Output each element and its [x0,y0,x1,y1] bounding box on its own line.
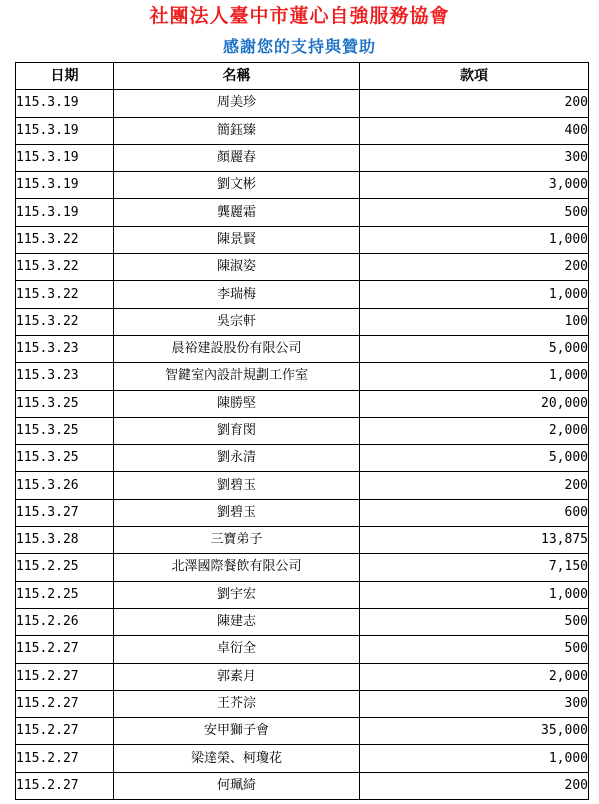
name-cell: 陳勝堅 [114,390,360,417]
date-cell: 115.2.27 [16,772,114,799]
amount-cell: 2,000 [360,417,589,444]
amount-cell: 600 [360,499,589,526]
table-row [16,445,589,472]
name-cell: 晨裕建設股份有限公司 [114,335,360,362]
name-cell: 劉文彬 [114,172,360,199]
name-cell: 劉碧玉 [114,499,360,526]
amount-cell: 400 [360,117,589,144]
date-cell: 115.3.19 [16,117,114,144]
table-header [16,63,589,90]
amount-cell: 300 [360,144,589,171]
date-cell: 115.2.27 [16,718,114,745]
donation-table [15,62,589,800]
date-cell: 115.2.27 [16,636,114,663]
table-row [16,199,589,226]
date-cell: 115.3.19 [16,90,114,117]
table-row [16,117,589,144]
amount-cell: 13,875 [360,527,589,554]
page-subtitle: 感謝您的支持與贊助 [222,37,376,56]
table-row [16,417,589,444]
table-row [16,690,589,717]
amount-cell: 500 [360,636,589,663]
date-cell: 115.3.26 [16,472,114,499]
table-row [16,527,589,554]
table-body [16,90,589,800]
table-row [16,363,589,390]
table-row [16,663,589,690]
date-cell: 115.3.25 [16,390,114,417]
page-title: 社團法人臺中市蓮心自強服務協會 [149,5,450,27]
name-cell: 三寶弟子 [114,527,360,554]
name-cell: 郭素月 [114,663,360,690]
amount-cell: 200 [360,472,589,499]
amount-cell: 3,000 [360,172,589,199]
table-row [16,745,589,772]
date-cell: 115.3.23 [16,335,114,362]
table-row [16,772,589,799]
amount-cell: 200 [360,90,589,117]
table-row [16,636,589,663]
column-header-date: 日期 [16,63,114,90]
name-cell: 陳建志 [114,608,360,635]
amount-cell: 20,000 [360,390,589,417]
table-row [16,144,589,171]
table-row [16,499,589,526]
table-row [16,281,589,308]
name-cell: 北澤國際餐飲有限公司 [114,554,360,581]
table-row [16,308,589,335]
name-cell: 李瑞梅 [114,281,360,308]
column-header-name: 名稱 [114,63,360,90]
date-cell: 115.2.27 [16,663,114,690]
name-cell: 顏麗春 [114,144,360,171]
amount-cell: 5,000 [360,445,589,472]
amount-cell: 7,150 [360,554,589,581]
name-cell: 卓衍全 [114,636,360,663]
amount-cell: 300 [360,690,589,717]
name-cell: 劉宇宏 [114,581,360,608]
name-cell: 梁達榮、柯瓊花 [114,745,360,772]
amount-cell: 200 [360,254,589,281]
date-cell: 115.3.19 [16,144,114,171]
amount-cell: 1,000 [360,581,589,608]
amount-cell: 1,000 [360,281,589,308]
name-cell: 簡鈺臻 [114,117,360,144]
amount-cell: 500 [360,199,589,226]
date-cell: 115.2.25 [16,554,114,581]
date-cell: 115.3.28 [16,527,114,554]
date-cell: 115.3.22 [16,281,114,308]
table-row [16,90,589,117]
date-cell: 115.3.19 [16,172,114,199]
table-row [16,581,589,608]
date-cell: 115.2.26 [16,608,114,635]
table-row [16,226,589,253]
table-row [16,335,589,362]
name-cell: 周美珍 [114,90,360,117]
header-row [16,63,589,90]
name-cell: 劉育閔 [114,417,360,444]
date-cell: 115.3.19 [16,199,114,226]
amount-cell: 1,000 [360,745,589,772]
table-row [16,172,589,199]
amount-cell: 35,000 [360,718,589,745]
amount-cell: 2,000 [360,663,589,690]
name-cell: 安甲獅子會 [114,718,360,745]
date-cell: 115.2.27 [16,690,114,717]
name-cell: 劉永清 [114,445,360,472]
date-cell: 115.3.25 [16,445,114,472]
name-cell: 何珮綺 [114,772,360,799]
table-row [16,554,589,581]
amount-cell: 200 [360,772,589,799]
name-cell: 陳淑姿 [114,254,360,281]
date-cell: 115.3.22 [16,226,114,253]
table-row [16,472,589,499]
name-cell: 劉碧玉 [114,472,360,499]
date-cell: 115.2.25 [16,581,114,608]
table-row [16,390,589,417]
amount-cell: 5,000 [360,335,589,362]
amount-cell: 500 [360,608,589,635]
table-row [16,608,589,635]
date-cell: 115.3.23 [16,363,114,390]
name-cell: 陳景賢 [114,226,360,253]
date-cell: 115.2.27 [16,745,114,772]
date-cell: 115.3.22 [16,308,114,335]
column-header-amount: 款項 [360,63,589,90]
name-cell: 智鍵室內設計規劃工作室 [114,363,360,390]
table-row [16,254,589,281]
date-cell: 115.3.22 [16,254,114,281]
amount-cell: 1,000 [360,226,589,253]
name-cell: 吳宗軒 [114,308,360,335]
amount-cell: 1,000 [360,363,589,390]
date-cell: 115.3.27 [16,499,114,526]
table-row [16,718,589,745]
amount-cell: 100 [360,308,589,335]
name-cell: 龔麗霜 [114,199,360,226]
name-cell: 王芥淙 [114,690,360,717]
date-cell: 115.3.25 [16,417,114,444]
